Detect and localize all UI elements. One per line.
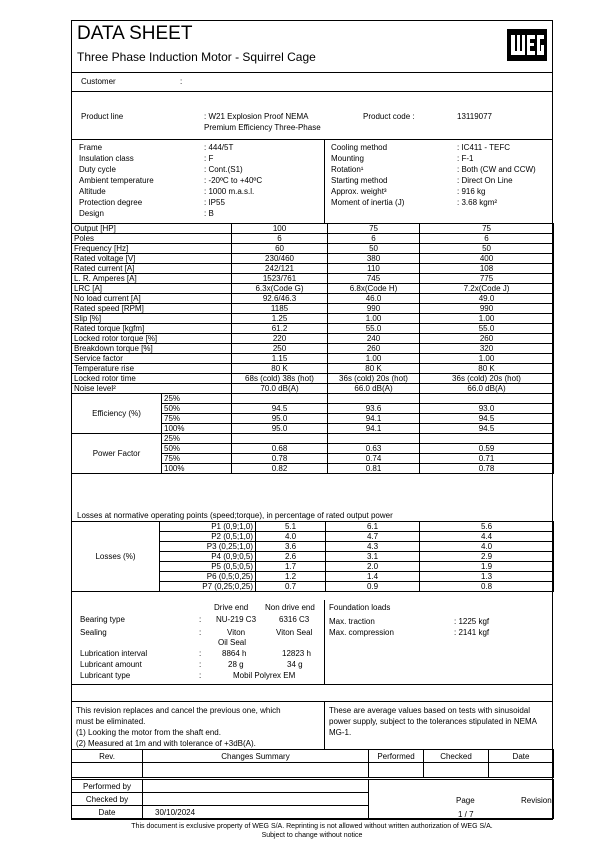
rating-value: 80 K xyxy=(420,364,554,374)
signoff-table xyxy=(71,779,554,819)
footer-line-1: This document is exclusive property of WEG S/A. Reprinting is not allowed without written authorization of WEG S/A. xyxy=(131,823,493,830)
power-factor-load: 100% xyxy=(162,464,232,474)
rating-value: 1.00 xyxy=(328,354,420,364)
spec-right-value: : F-1 xyxy=(457,154,474,163)
rating-row xyxy=(72,384,554,394)
power-factor-value: 0.82 xyxy=(232,464,328,474)
rating-value: 400 xyxy=(420,254,554,264)
rating-label: Temperature rise xyxy=(72,364,232,374)
losses-table xyxy=(71,521,554,592)
checked-header: Checked xyxy=(424,750,489,763)
rating-row xyxy=(72,284,554,294)
rating-label: Rated current [A] xyxy=(72,264,232,274)
losses-value: 2.6 xyxy=(256,552,326,562)
rev-cell xyxy=(72,763,143,778)
rating-value: 36s (cold) 20s (hot) xyxy=(420,374,554,384)
rating-value: 55.0 xyxy=(420,324,554,334)
power-factor-value: 0.74 xyxy=(328,454,420,464)
rating-value: 61.2 xyxy=(232,324,328,334)
spec-right-value: : Both (CW and CCW) xyxy=(457,165,536,174)
lub-amount-de: 28 g xyxy=(228,660,244,669)
losses-value: 1.7 xyxy=(256,562,326,572)
efficiency-value: 94.5 xyxy=(232,404,328,414)
weg-logo xyxy=(507,29,547,61)
foundation-title: Foundation loads xyxy=(329,603,391,612)
spec-right-value: : 3.68 kgm² xyxy=(457,198,498,207)
rating-label: LRC [A] xyxy=(72,284,232,294)
checked-by-value xyxy=(143,793,369,806)
losses-value: 0.9 xyxy=(326,582,420,592)
efficiency-row xyxy=(72,394,554,404)
rating-label: No load current [A] xyxy=(72,294,232,304)
losses-value: 1.9 xyxy=(420,562,554,572)
losses-point: P6 (0,5;0,25) xyxy=(160,572,256,582)
losses-value: 4.7 xyxy=(326,532,420,542)
spec-left-label: Frame xyxy=(79,143,103,152)
rating-row xyxy=(72,324,554,334)
spec-right-value: : Direct On Line xyxy=(457,176,513,185)
power-factor-value: 0.78 xyxy=(232,454,328,464)
efficiency-value: 94.1 xyxy=(328,424,420,434)
efficiency-value: 94.1 xyxy=(328,414,420,424)
rating-value: 1.15 xyxy=(232,354,328,364)
lub-interval-nde: 12823 h xyxy=(282,649,311,658)
rating-label: L. R. Amperes [A] xyxy=(72,274,232,284)
non-drive-end-header: Non drive end xyxy=(265,603,315,612)
rating-label: Noise level² xyxy=(72,384,232,394)
max-compression-label: Max. compression xyxy=(329,628,394,637)
max-traction-value: : 1225 kgf xyxy=(454,617,490,626)
losses-point: P1 (0,9;1,0) xyxy=(160,522,256,532)
sealing-colon: : xyxy=(199,628,202,637)
rating-value: 68s (cold) 38s (hot) xyxy=(232,374,328,384)
rating-value: 80 K xyxy=(232,364,328,374)
losses-label: Losses (%) xyxy=(72,522,160,592)
losses-point: P7 (0,25;0,25) xyxy=(160,582,256,592)
max-compression-value: : 2141 kgf xyxy=(454,628,490,637)
losses-value: 1.4 xyxy=(326,572,420,582)
losses-value: 2.9 xyxy=(420,552,554,562)
efficiency-value: 93.0 xyxy=(420,404,554,414)
rating-value: 50 xyxy=(328,244,420,254)
rating-row xyxy=(72,334,554,344)
power-factor-value xyxy=(420,434,554,444)
lub-amount-nde: 34 g xyxy=(287,660,303,669)
rating-value: 60 xyxy=(232,244,328,254)
product-code-value: 13119077 xyxy=(457,112,492,121)
power-factor-value: 0.59 xyxy=(420,444,554,454)
power-factor-load: 25% xyxy=(162,434,232,444)
bearing-type-label: Bearing type xyxy=(80,615,125,624)
rating-value: 990 xyxy=(328,304,420,314)
spec-left-label: Altitude xyxy=(79,187,106,196)
revision-table xyxy=(71,749,554,778)
rating-label: Rated torque [kgfm] xyxy=(72,324,232,334)
rating-value: 230/460 xyxy=(232,254,328,264)
sealing-de: Viton xyxy=(227,628,246,637)
rating-value: 745 xyxy=(328,274,420,284)
bearing-type-nde: 6316 C3 xyxy=(279,615,310,624)
rating-value: 775 xyxy=(420,274,554,284)
rating-value: 6.3x(Code G) xyxy=(232,284,328,294)
power-factor-value: 0.68 xyxy=(232,444,328,454)
losses-value: 3.6 xyxy=(256,542,326,552)
rating-value: 320 xyxy=(420,344,554,354)
rating-value: 220 xyxy=(232,334,328,344)
rating-row xyxy=(72,244,554,254)
rating-value: 1.00 xyxy=(328,314,420,324)
rating-label: Rated speed [RPM] xyxy=(72,304,232,314)
lub-amount-colon: : xyxy=(199,660,202,669)
page-value: 1 / 7 xyxy=(458,810,474,819)
drive-end-header: Drive end xyxy=(214,603,249,612)
rating-value: 46.0 xyxy=(328,294,420,304)
spec-left-value: : F xyxy=(204,154,214,163)
efficiency-value: 95.0 xyxy=(232,414,328,424)
power-factor-value: 0.78 xyxy=(420,464,554,474)
signoff-date-label: Date xyxy=(72,806,143,819)
spec-left-label: Insulation class xyxy=(79,154,134,163)
lub-interval-de: 8864 h xyxy=(222,649,247,658)
efficiency-load: 75% xyxy=(162,414,232,424)
rating-row xyxy=(72,234,554,244)
losses-value: 0.8 xyxy=(420,582,554,592)
product-line-value-2: Premium Efficiency Three-Phase xyxy=(204,123,321,132)
spec-right-label: Approx. weight³ xyxy=(331,187,387,196)
note-right-2: power supply, subject to the tolerances stipulated in NEMA xyxy=(329,717,537,726)
rating-value: 6 xyxy=(328,234,420,244)
lub-amount-label: Lubricant amount xyxy=(80,660,142,669)
rating-row xyxy=(72,374,554,384)
rating-label: Locked rotor time xyxy=(72,374,232,384)
power-factor-row xyxy=(72,434,554,444)
rating-label: Locked rotor torque [%] xyxy=(72,334,232,344)
note-left-3: (1) Looking the motor from the shaft end. xyxy=(76,728,221,737)
losses-value: 3.1 xyxy=(326,552,420,562)
rating-value: 242/121 xyxy=(232,264,328,274)
rating-value: 1.00 xyxy=(420,314,554,324)
rating-value: 1185 xyxy=(232,304,328,314)
rating-label: Poles xyxy=(72,234,232,244)
performed-by-value xyxy=(143,780,369,793)
rating-row xyxy=(72,294,554,304)
sealing-label: Sealing xyxy=(80,628,107,637)
spec-left-label: Design xyxy=(79,209,104,218)
rating-value: 6.8x(Code H) xyxy=(328,284,420,294)
bearing-type-colon: : xyxy=(199,615,202,624)
bearing-type-de: NU-219 C3 xyxy=(216,615,257,624)
rating-row xyxy=(72,364,554,374)
efficiency-value xyxy=(232,394,328,404)
rating-value: 110 xyxy=(328,264,420,274)
note-right-1: These are average values based on tests with sinusoidal xyxy=(329,706,531,715)
product-line-label: Product line xyxy=(81,112,124,121)
losses-value: 4.0 xyxy=(256,532,326,542)
spec-left-value: : 1000 m.a.s.l. xyxy=(204,187,255,196)
losses-point: P3 (0,25;1,0) xyxy=(160,542,256,552)
max-traction-label: Max. traction xyxy=(329,617,375,626)
rating-value: 108 xyxy=(420,264,554,274)
rating-row xyxy=(72,224,554,234)
losses-value: 4.3 xyxy=(326,542,420,552)
rating-value: 75 xyxy=(328,224,420,234)
note-left-4: (2) Measured at 1m and with tolerance of +3dB(A). xyxy=(76,739,256,748)
sealing-de-2: Oil Seal xyxy=(218,638,247,647)
rating-value: 66.0 dB(A) xyxy=(420,384,554,394)
rating-value: 80 K xyxy=(328,364,420,374)
changes-cell xyxy=(143,763,369,778)
rating-value: 66.0 dB(A) xyxy=(328,384,420,394)
page-title: DATA SHEET xyxy=(77,23,193,44)
revision-label: Revision xyxy=(521,796,552,805)
rating-value: 260 xyxy=(328,344,420,354)
efficiency-value: 95.0 xyxy=(232,424,328,434)
rating-label: Breakdown torque [%] xyxy=(72,344,232,354)
rating-label: Slip [%] xyxy=(72,314,232,324)
rev-header: Rev. xyxy=(72,750,143,763)
spec-right-label: Mounting xyxy=(331,154,364,163)
checked-by-label: Checked by xyxy=(72,793,143,806)
efficiency-value xyxy=(420,394,554,404)
rating-value: 1.25 xyxy=(232,314,328,324)
efficiency-label: Efficiency (%) xyxy=(72,394,162,434)
power-factor-load: 75% xyxy=(162,454,232,464)
spec-left-value: : Cont.(S1) xyxy=(204,165,243,174)
rating-value: 36s (cold) 20s (hot) xyxy=(328,374,420,384)
losses-value: 4.0 xyxy=(420,542,554,552)
note-left-2: must be eliminated. xyxy=(76,717,146,726)
rating-label: Output [HP] xyxy=(72,224,232,234)
losses-value: 1.2 xyxy=(256,572,326,582)
efficiency-load: 25% xyxy=(162,394,232,404)
spec-left-value: : 444/5T xyxy=(204,143,234,152)
rating-value: 260 xyxy=(420,334,554,344)
rating-value: 92.6/46.3 xyxy=(232,294,328,304)
rating-label: Service factor xyxy=(72,354,232,364)
power-factor-value: 0.63 xyxy=(328,444,420,454)
sealing-nde: Viton Seal xyxy=(276,628,313,637)
changes-summary-header: Changes Summary xyxy=(143,750,369,763)
losses-value: 6.1 xyxy=(326,522,420,532)
losses-point: P5 (0,5;0,5) xyxy=(160,562,256,572)
checked-cell xyxy=(424,763,489,778)
power-factor-value xyxy=(232,434,328,444)
lub-interval-label: Lubrication interval xyxy=(80,649,148,658)
rating-value: 6 xyxy=(420,234,554,244)
rating-value: 75 xyxy=(420,224,554,234)
page-label: Page xyxy=(456,796,475,805)
date-cell xyxy=(489,763,554,778)
lub-interval-colon: : xyxy=(199,649,202,658)
rating-value: 1523/761 xyxy=(232,274,328,284)
performed-by-label: Performed by xyxy=(72,780,143,793)
rating-row xyxy=(72,314,554,324)
lub-type-colon: : xyxy=(199,671,202,680)
power-factor-value: 0.81 xyxy=(328,464,420,474)
customer-colon: : xyxy=(180,77,183,86)
rating-value: 240 xyxy=(328,334,420,344)
rating-row xyxy=(72,354,554,364)
rating-row xyxy=(72,304,554,314)
losses-title: Losses at normative operating points (speed;torque), in percentage of rated output power xyxy=(77,511,393,520)
efficiency-load: 50% xyxy=(162,404,232,414)
power-factor-load: 50% xyxy=(162,444,232,454)
note-left-1: This revision replaces and cancel the previous one, which xyxy=(76,706,281,715)
spec-right-label: Moment of inertia (J) xyxy=(331,198,405,207)
ratings-table xyxy=(71,223,554,474)
efficiency-load: 100% xyxy=(162,424,232,434)
customer-label: Customer xyxy=(81,77,116,86)
losses-value: 0.7 xyxy=(256,582,326,592)
spec-left-value: : IP55 xyxy=(204,198,225,207)
product-line-value: : W21 Explosion Proof NEMA xyxy=(204,112,309,121)
spec-right-label: Rotation¹ xyxy=(331,165,364,174)
power-factor-value: 0.71 xyxy=(420,454,554,464)
spec-right-value: : 916 kg xyxy=(457,187,486,196)
efficiency-value: 93.6 xyxy=(328,404,420,414)
spec-right-value: : IC411 - TEFC xyxy=(457,143,511,152)
spec-left-label: Duty cycle xyxy=(79,165,116,174)
rating-row xyxy=(72,274,554,284)
losses-value: 5.6 xyxy=(420,522,554,532)
losses-point: P4 (0,9;0,5) xyxy=(160,552,256,562)
rating-value: 7.2x(Code J) xyxy=(420,284,554,294)
rating-value: 55.0 xyxy=(328,324,420,334)
efficiency-value: 94.5 xyxy=(420,424,554,434)
rating-value: 6 xyxy=(232,234,328,244)
rating-value: 50 xyxy=(420,244,554,254)
power-factor-value xyxy=(328,434,420,444)
rating-value: 100 xyxy=(232,224,328,234)
page-subtitle: Three Phase Induction Motor - Squirrel Cage xyxy=(77,50,316,64)
lub-type-label: Lubricant type xyxy=(80,671,131,680)
losses-value: 5.1 xyxy=(256,522,326,532)
spec-right-label: Starting method xyxy=(331,176,388,185)
efficiency-value: 94.5 xyxy=(420,414,554,424)
page-revision-cell xyxy=(369,780,554,819)
date-header: Date xyxy=(489,750,554,763)
rating-value: 380 xyxy=(328,254,420,264)
product-code-label: Product code : xyxy=(363,112,415,121)
rating-row xyxy=(72,264,554,274)
spec-left-label: Protection degree xyxy=(79,198,143,207)
rating-value: 990 xyxy=(420,304,554,314)
losses-value: 1.3 xyxy=(420,572,554,582)
efficiency-value xyxy=(328,394,420,404)
rating-label: Frequency [Hz] xyxy=(72,244,232,254)
spec-left-value: : -20ºC to +40ºC xyxy=(204,176,263,185)
performed-header: Performed xyxy=(369,750,424,763)
spec-left-value: : B xyxy=(204,209,214,218)
losses-value: 2.0 xyxy=(326,562,420,572)
power-factor-label: Power Factor xyxy=(72,434,162,474)
lub-type-value: Mobil Polyrex EM xyxy=(233,671,296,680)
footer-line-2: Subject to change without notice xyxy=(261,832,363,839)
rating-value: 250 xyxy=(232,344,328,354)
rating-label: Rated voltage [V] xyxy=(72,254,232,264)
rating-value: 70.0 dB(A) xyxy=(232,384,328,394)
spec-right-label: Cooling method xyxy=(331,143,388,152)
losses-value: 4.4 xyxy=(420,532,554,542)
rating-value: 49.0 xyxy=(420,294,554,304)
losses-point: P2 (0,5;1,0) xyxy=(160,532,256,542)
rating-value: 1.00 xyxy=(420,354,554,364)
note-right-3: MG-1. xyxy=(329,728,352,737)
rating-row xyxy=(72,344,554,354)
signoff-date-value: 30/10/2024 xyxy=(143,806,369,819)
spec-left-label: Ambient temperature xyxy=(79,176,154,185)
performed-cell xyxy=(369,763,424,778)
rating-row xyxy=(72,254,554,264)
losses-row xyxy=(72,522,554,532)
